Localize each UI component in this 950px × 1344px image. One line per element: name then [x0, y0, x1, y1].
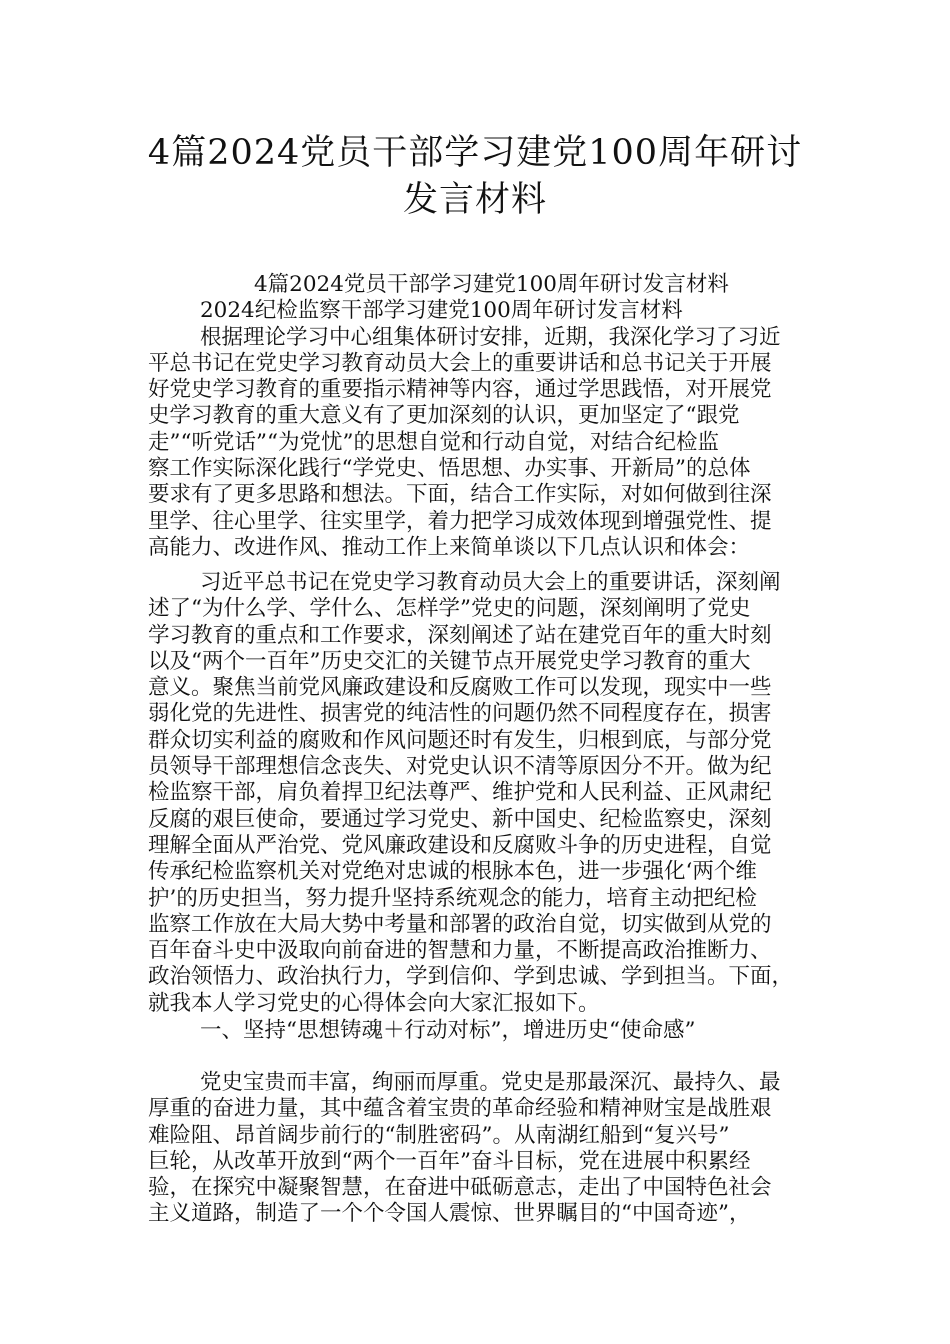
text-line: 好党史学习教育的重要指示精神等内容，通过学思践悟，对开展党 [148, 377, 772, 403]
text-line: 主义道路，制造了一个个令国人震惊、世界瞩目的“中国奇迹”， [148, 1201, 751, 1227]
text-line: 员领导干部理想信念丧失、对党史认识不清等原因分不开。做为纪 [148, 754, 772, 780]
text-line: 就我本人学习党史的心得体会向大家汇报如下。 [148, 990, 600, 1016]
text-line: 要求有了更多思路和想法。下面，结合工作实际，对如何做到往深 [148, 482, 772, 508]
text-line: 群众切实利益的腐败和作风问题还时有发生，归根到底，与部分党 [148, 727, 772, 753]
text-line: 弱化党的先进性、损害党的纯洁性的问题仍然不同程度存在，损害 [148, 701, 772, 727]
text-line: 察工作实际深化践行“学党史、悟思想、办实事、开新局”的总体 [148, 456, 751, 482]
subtitle-line: 4篇2024党员干部学习建党100周年研讨发言材料 [254, 272, 729, 297]
heading-line: 一、坚持“思想铸魂＋行动对标”，增进历史“使命感” [200, 1018, 696, 1043]
text-line: 述了“为什么学、学什么、怎样学”党史的问题，深刻阐明了党史 [148, 596, 751, 622]
text-line: 巨轮，从改革开放到“两个一百年”奋斗目标，党在进展中积累经 [148, 1148, 751, 1174]
document-title-line2: 发言材料 [402, 180, 547, 220]
text-line: 护’的历史担当，努力提升坚持系统观念的能力，培育主动把纪检 [148, 885, 757, 911]
text-line: 里学、往心里学、往实里学，着力把学习成效体现到增强党性、提 [148, 508, 772, 534]
text-line: 政治领悟力、政治执行力，学到信仰、学到忠诚、学到担当。下面， [148, 964, 794, 990]
text-line: 反腐的艰巨使命，要通过学习党史、新中国史、纪检监察史，深刻 [148, 806, 772, 832]
text-line: 检监察干部，肩负着捍卫纪法尊严、维护党和人民利益、正风肃纪 [148, 780, 772, 806]
subtitle-line: 2024纪检监察干部学习建党100周年研讨发言材料 [200, 298, 683, 324]
paragraph-2 [148, 570, 808, 1017]
text-line: 根据理论学习中心组集体研讨安排，近期，我深化学习了习近 [200, 324, 781, 350]
text-line: 监察工作放在大局大势中考量和部署的政治自觉，切实做到从党的 [148, 911, 772, 937]
text-line: 高能力、改进作风、推动工作上来简单谈以下几点认识和体会： [148, 534, 751, 560]
paragraph-3 [148, 1070, 808, 1228]
text-line: 习近平总书记在党史学习教育动员大会上的重要讲话，深刻阐 [200, 570, 781, 595]
text-line: 百年奋斗史中汲取向前奋进的智慧和力量，不断提高政治推断力、 [148, 938, 772, 964]
section-heading [148, 1018, 808, 1044]
text-line: 学习教育的重点和工作要求，深刻阐述了站在建党百年的重大时刻 [148, 622, 772, 648]
text-line: 走”“听党话”“为党忧”的思想自觉和行动自觉，对结合纪检监 [148, 429, 719, 455]
text-line: 传承纪检监察机关对党绝对忠诚的根脉本色，进一步强化‘两个维 [148, 859, 757, 885]
text-line: 意义。聚焦当前党风廉政建设和反腐败工作可以发现，现实中一些 [148, 675, 772, 701]
text-line: 以及“两个一百年”历史交汇的关键节点开展党史学习教育的重大 [148, 648, 751, 674]
text-line: 理解全面从严治党、党风廉政建设和反腐败斗争的历史进程，自觉 [148, 832, 772, 858]
text-line: 平总书记在党史学习教育动员大会上的重要讲话和总书记关于开展 [148, 350, 772, 376]
text-line: 史学习教育的重大意义有了更加深刻的认识，更加坚定了“跟党 [148, 403, 740, 429]
text-line: 验，在探究中凝聚智慧，在奋进中砥砺意志，走出了中国特色社会 [148, 1175, 772, 1201]
text-line: 难险阻、昂首阔步前行的“制胜密码”。从南湖红船到“复兴号” [148, 1122, 730, 1148]
intro-block [148, 272, 808, 561]
document-title-line1: 4篇2024党员干部学习建党100周年研讨 [147, 133, 803, 173]
text-line: 厚重的奋进力量，其中蕴含着宝贵的革命经验和精神财宝是战胜艰 [148, 1096, 772, 1122]
text-line: 党史宝贵而丰富，绚丽而厚重。党史是那最深沉、最持久、最 [200, 1070, 781, 1095]
